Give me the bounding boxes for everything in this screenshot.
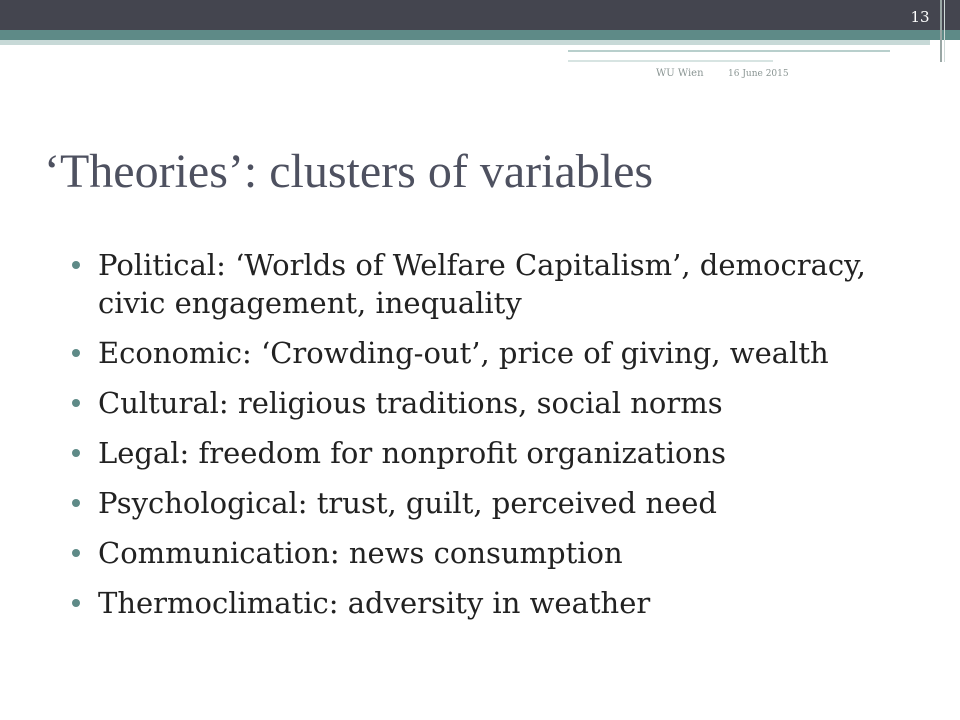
bullet-dot-icon bbox=[72, 499, 80, 507]
bullet-dot-icon bbox=[72, 261, 80, 269]
footer-institution: WU Wien bbox=[656, 68, 704, 79]
bullet-text: Psychological: trust, guilt, perceived need bbox=[98, 486, 717, 520]
header-band-light bbox=[0, 40, 930, 45]
header-accent-line-secondary bbox=[568, 60, 773, 62]
header-right-rule bbox=[940, 0, 942, 62]
bullet-dot-icon bbox=[72, 599, 80, 607]
bullet-text: Economic: ‘Crowding-out’, price of giving, wealth bbox=[98, 336, 829, 370]
bullet-item bbox=[72, 484, 912, 522]
bullet-text: Thermoclimatic: adversity in weather bbox=[98, 586, 651, 620]
header-band-teal bbox=[0, 30, 960, 40]
bullet-text: Political: ‘Worlds of Welfare Capitalism’, democracy, civic engagement, inequality bbox=[98, 248, 866, 320]
bullet-item bbox=[72, 434, 912, 472]
bullet-dot-icon bbox=[72, 399, 80, 407]
bullet-item bbox=[72, 246, 912, 322]
header-right-rule-secondary bbox=[944, 0, 945, 62]
header-accent-line bbox=[568, 50, 890, 52]
footer-date: 16 June 2015 bbox=[728, 69, 789, 79]
bullet-item bbox=[72, 334, 912, 372]
bullet-text: Cultural: religious traditions, social norms bbox=[98, 386, 723, 420]
bullet-item bbox=[72, 584, 912, 622]
bullet-list bbox=[72, 246, 912, 634]
bullet-dot-icon bbox=[72, 549, 80, 557]
bullet-dot-icon bbox=[72, 449, 80, 457]
bullet-text: Legal: freedom for nonprofit organizations bbox=[98, 436, 727, 470]
slide-title: ‘Theories’: clusters of variables bbox=[44, 145, 654, 198]
bullet-item bbox=[72, 534, 912, 572]
header-band-dark bbox=[0, 0, 960, 30]
bullet-dot-icon bbox=[72, 349, 80, 357]
slide-number: 13 bbox=[910, 8, 930, 26]
bullet-text: Communication: news consumption bbox=[98, 536, 623, 570]
bullet-item bbox=[72, 384, 912, 422]
